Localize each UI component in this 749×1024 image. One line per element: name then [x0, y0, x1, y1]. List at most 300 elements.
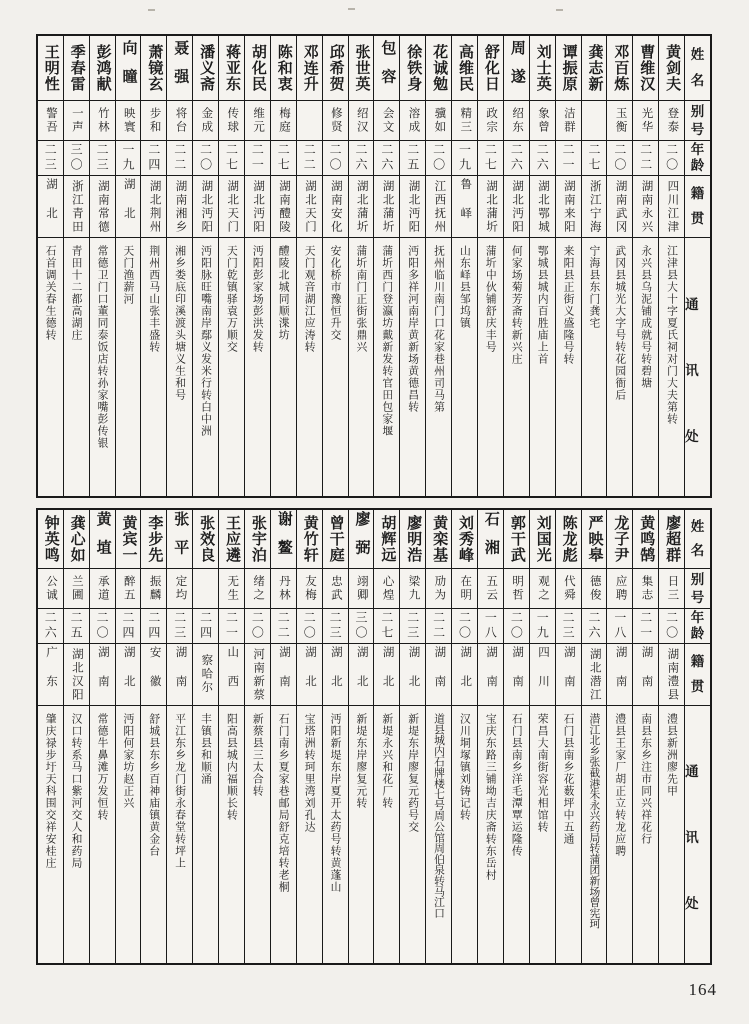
- origin-text: 湖北: [459, 645, 472, 704]
- origin-text: 湖北: [407, 645, 420, 704]
- origin-text: 四川江津: [666, 179, 679, 234]
- person-column: [244, 36, 270, 496]
- origin-text: 湖南醴陵: [278, 179, 291, 234]
- origin-text: 鲁峄: [459, 177, 472, 236]
- name-text: 周遂: [508, 39, 525, 97]
- address-cell: [245, 705, 270, 963]
- age-cell: [90, 140, 115, 175]
- name-cell: [452, 510, 477, 568]
- age-text: 二七: [483, 143, 498, 173]
- origin-cell: [400, 175, 425, 237]
- address-cell: [452, 705, 477, 963]
- address-cell: [607, 705, 632, 963]
- address-cell: [400, 237, 425, 496]
- alias-cell: [659, 568, 684, 608]
- column-header-address: [685, 237, 710, 496]
- alias-cell: [633, 100, 658, 140]
- origin-text: 湖南: [174, 645, 187, 704]
- alias-cell: [556, 568, 581, 608]
- address-cell: [556, 705, 581, 963]
- address-cell: [64, 705, 89, 963]
- column-header-age: [685, 140, 710, 175]
- origin-cell: [400, 643, 425, 705]
- alias-text: 修贤: [329, 107, 342, 134]
- person-column: [555, 510, 581, 963]
- address-cell: [633, 705, 658, 963]
- name-cell: [116, 510, 141, 568]
- age-text: 二〇: [664, 611, 679, 641]
- address-cell: [582, 705, 607, 963]
- name-cell: [90, 510, 115, 568]
- name-cell: [219, 36, 244, 100]
- origin-cell: [374, 643, 399, 705]
- person-column: [322, 510, 348, 963]
- address-text: 蒲圻南门正街张鼎兴: [355, 245, 368, 353]
- alias-cell: [64, 568, 89, 608]
- person-column: [218, 36, 244, 496]
- alias-text: 承道: [96, 575, 109, 602]
- alias-cell: [116, 568, 141, 608]
- address-text: 沔阳何家坊赵正兴: [122, 713, 135, 809]
- address-text: 湘乡娄底印溪渡头塘义生和号: [174, 245, 187, 401]
- address-text: 汉口转系马口紫河交人和药局: [70, 713, 83, 869]
- age-text: 二〇: [509, 611, 524, 641]
- age-cell: [426, 608, 451, 643]
- age-cell: [582, 140, 607, 175]
- address-cell: [530, 705, 555, 963]
- origin-text: 浙江宁海: [588, 179, 601, 234]
- age-cell: [245, 608, 270, 643]
- name-text: 蒋亚东: [224, 44, 241, 92]
- alias-text: 友梅: [303, 575, 316, 602]
- name-cell: [323, 36, 348, 100]
- person-column: [529, 36, 555, 496]
- alias-cell: [530, 100, 555, 140]
- person-column: [451, 36, 477, 496]
- alias-text: 精三: [459, 107, 472, 134]
- person-column: [89, 510, 115, 963]
- person-column: [632, 36, 658, 496]
- header-char: 年: [690, 610, 705, 626]
- alias-cell: [90, 100, 115, 140]
- origin-cell: [659, 175, 684, 237]
- age-text: 二七: [224, 143, 239, 173]
- name-cell: [556, 36, 581, 100]
- name-text: 胡辉远: [379, 515, 396, 563]
- name-text: 张平: [172, 510, 189, 568]
- age-text: 二一: [561, 143, 576, 173]
- alias-cell: [245, 100, 270, 140]
- name-text: 龙子尹: [612, 515, 629, 563]
- alias-text: 绪之: [252, 575, 265, 602]
- person-column: [38, 510, 63, 963]
- name-text: 廖超群: [664, 515, 681, 563]
- person-column: [348, 36, 374, 496]
- person-column: [166, 510, 192, 963]
- alias-cell: [323, 100, 348, 140]
- age-cell: [323, 140, 348, 175]
- age-text: 二七: [276, 143, 291, 173]
- origin-text: 湖北汉阳: [70, 647, 83, 702]
- address-text: 抚州临川南门口花家巷州司马第: [433, 245, 446, 413]
- age-cell: [659, 140, 684, 175]
- address-text: 澧县新洲廖先甲: [666, 713, 679, 797]
- alias-cell: [504, 100, 529, 140]
- name-cell: [141, 36, 166, 100]
- alias-text: 日三: [666, 575, 679, 602]
- name-cell: [452, 36, 477, 100]
- person-column: [399, 510, 425, 963]
- alias-text: 步和: [148, 107, 161, 134]
- column-header-address: [685, 705, 710, 963]
- name-cell: [374, 36, 399, 100]
- age-cell: [530, 140, 555, 175]
- name-text: 徐铁身: [405, 44, 422, 92]
- origin-cell: [219, 643, 244, 705]
- age-text: 二一: [250, 143, 265, 173]
- age-text: 二六: [379, 143, 394, 173]
- origin-cell: [90, 643, 115, 705]
- person-column: [555, 36, 581, 496]
- name-text: 黄栾基: [431, 515, 448, 563]
- origin-cell: [478, 175, 503, 237]
- origin-text: 湖南: [562, 645, 575, 704]
- header-char: 通: [685, 764, 699, 780]
- address-text: 醴陵北城同顺渫坊: [277, 245, 290, 341]
- alias-text: 振麟: [148, 575, 161, 602]
- age-cell: [116, 140, 141, 175]
- age-cell: [504, 608, 529, 643]
- address-text: 新蔡县三太合转: [251, 713, 264, 797]
- name-text: 李步先: [146, 515, 163, 563]
- address-cell: [271, 237, 296, 496]
- age-text: 二四: [146, 611, 161, 641]
- address-text: 江津县大十字夏氏祠对门大夫第转: [666, 245, 679, 425]
- age-cell: [271, 140, 296, 175]
- header-char: 别: [690, 104, 705, 119]
- header-char: 姓: [690, 47, 705, 63]
- alias-text: 翊卿: [355, 575, 368, 602]
- alias-cell: [167, 568, 192, 608]
- alias-cell: [426, 100, 451, 140]
- age-text: 二二: [302, 143, 317, 173]
- address-cell: [659, 237, 684, 496]
- address-text: 新堤东岸廖复元转: [355, 713, 368, 809]
- name-text: 王应遴: [224, 515, 241, 563]
- origin-cell: [297, 175, 322, 237]
- age-text: 二〇: [664, 143, 679, 173]
- name-cell: [271, 510, 296, 568]
- origin-cell: [607, 175, 632, 237]
- alias-text: 警吾: [45, 107, 58, 134]
- alias-cell: [64, 100, 89, 140]
- name-cell: [219, 510, 244, 568]
- origin-cell: [116, 175, 141, 237]
- column-header-origin: [685, 643, 710, 705]
- alias-text: 兰圃: [70, 575, 83, 602]
- origin-cell: [116, 643, 141, 705]
- age-text: 二五: [405, 143, 420, 173]
- age-text: 二六: [43, 611, 58, 641]
- header-char: 名: [690, 73, 705, 89]
- alias-text: 德俊: [588, 575, 601, 602]
- name-text: 黄竹轩: [301, 515, 318, 563]
- name-cell: [245, 36, 270, 100]
- origin-text: 安徽: [148, 645, 161, 704]
- age-text: 二〇: [95, 611, 110, 641]
- person-column: [140, 510, 166, 963]
- person-column: [89, 36, 115, 496]
- name-text: 张世英: [353, 44, 370, 92]
- age-cell: [582, 608, 607, 643]
- address-cell: [452, 237, 477, 496]
- age-text: 二三: [561, 611, 576, 641]
- origin-text: 湖南: [485, 645, 498, 704]
- age-text: 二六: [509, 143, 524, 173]
- origin-cell: [607, 643, 632, 705]
- name-text: 季春雷: [68, 44, 85, 92]
- header-char: 号: [690, 589, 705, 605]
- origin-text: 湖南来阳: [562, 179, 575, 234]
- name-cell: [426, 510, 451, 568]
- age-cell: [193, 608, 218, 643]
- name-text: 刘士英: [534, 44, 551, 92]
- header-char: 讯: [685, 830, 699, 846]
- address-text: 阳高县城内福顺长转: [225, 713, 238, 821]
- age-cell: [349, 608, 374, 643]
- origin-text: 湖南永兴: [640, 179, 653, 234]
- origin-text: 湖南: [433, 645, 446, 704]
- address-cell: [582, 237, 607, 496]
- name-text: 陈和衷: [275, 44, 292, 92]
- age-cell: [90, 608, 115, 643]
- origin-text: 湖北: [355, 645, 368, 704]
- age-cell: [607, 140, 632, 175]
- name-cell: [607, 36, 632, 100]
- age-text: 二六: [353, 143, 368, 173]
- age-cell: [452, 140, 477, 175]
- age-cell: [245, 140, 270, 175]
- person-column: [192, 36, 218, 496]
- address-cell: [478, 705, 503, 963]
- alias-cell: [167, 100, 192, 140]
- name-cell: [607, 510, 632, 568]
- alias-cell: [582, 100, 607, 140]
- age-text: 一九: [535, 611, 550, 641]
- name-text: 邱希贺: [327, 44, 344, 92]
- address-cell: [426, 237, 451, 496]
- name-text: 张宇泊: [249, 515, 266, 563]
- origin-cell: [141, 175, 166, 237]
- header-char: 籍: [690, 186, 705, 202]
- origin-cell: [426, 175, 451, 237]
- name-text: 高维民: [457, 44, 474, 92]
- alias-text: 绍汉: [355, 107, 368, 134]
- name-cell: [659, 36, 684, 100]
- alias-cell: [607, 100, 632, 140]
- header-char: 别: [690, 572, 705, 587]
- name-cell: [556, 510, 581, 568]
- person-column: [503, 36, 529, 496]
- address-text: 宝塔洲转珂里湾刘孔达: [303, 713, 316, 833]
- alias-text: 劢为: [433, 575, 446, 602]
- alias-cell: [38, 100, 63, 140]
- name-text: 石湘: [482, 510, 499, 568]
- age-cell: [38, 608, 63, 643]
- address-cell: [478, 237, 503, 496]
- age-cell: [167, 140, 192, 175]
- age-text: 二〇: [198, 143, 213, 173]
- age-text: 二一: [224, 611, 239, 641]
- origin-text: 湖北: [122, 645, 135, 704]
- name-cell: [530, 36, 555, 100]
- age-cell: [323, 608, 348, 643]
- age-text: 二七: [379, 611, 394, 641]
- address-cell: [38, 705, 63, 963]
- alias-cell: [452, 100, 477, 140]
- name-cell: [426, 36, 451, 100]
- address-text: 汉川垌塚镇刘铸记转: [458, 713, 471, 821]
- address-cell: [245, 237, 270, 496]
- column-header-name: [685, 510, 710, 568]
- address-cell: [141, 705, 166, 963]
- age-cell: [167, 608, 192, 643]
- origin-cell: [556, 643, 581, 705]
- age-text: 二四: [146, 143, 161, 173]
- address-text: 天门观音湖江应涛转: [303, 245, 316, 353]
- address-text: 南县东乡注市同兴祥花行: [640, 713, 653, 845]
- alias-cell: [556, 100, 581, 140]
- address-text: 荣昌大南街容光相馆转: [536, 713, 549, 833]
- header-char: 籍: [690, 654, 705, 670]
- alias-text: 光华: [640, 107, 653, 134]
- address-text: 鄂城县城内百胜庙上首: [536, 245, 549, 365]
- origin-text: 四川: [536, 645, 549, 704]
- name-text: 廖弼: [353, 510, 370, 568]
- name-cell: [38, 510, 63, 568]
- person-column: [115, 36, 141, 496]
- origin-cell: [245, 175, 270, 237]
- person-column: [244, 510, 270, 963]
- origin-cell: [38, 175, 63, 237]
- origin-cell: [374, 175, 399, 237]
- origin-text: 湖南: [511, 645, 524, 704]
- person-column: [581, 36, 607, 496]
- name-text: 郭干武: [508, 515, 525, 563]
- header-char: 年: [690, 142, 705, 158]
- age-cell: [374, 608, 399, 643]
- address-cell: [374, 237, 399, 496]
- origin-cell: [349, 175, 374, 237]
- alias-cell: [297, 100, 322, 140]
- name-text: 聂强: [172, 39, 189, 97]
- address-text: 新堤永兴和花厂转: [381, 713, 394, 809]
- name-cell: [167, 36, 192, 100]
- address-text: 荆州西马山张丰盛转: [148, 245, 161, 353]
- origin-cell: [245, 643, 270, 705]
- age-cell: [219, 608, 244, 643]
- origin-cell: [193, 175, 218, 237]
- age-cell: [297, 608, 322, 643]
- age-cell: [452, 608, 477, 643]
- name-cell: [633, 36, 658, 100]
- age-cell: [297, 140, 322, 175]
- roster-table-bottom: [36, 508, 712, 965]
- name-text: 彭鸿献: [94, 44, 111, 92]
- origin-cell: [90, 175, 115, 237]
- age-cell: [219, 140, 244, 175]
- origin-cell: [556, 175, 581, 237]
- address-cell: [607, 237, 632, 496]
- person-column: [658, 36, 684, 496]
- origin-cell: [64, 643, 89, 705]
- age-text: 一九: [457, 143, 472, 173]
- origin-text: 湖北天门: [303, 179, 316, 234]
- address-text: 山东峄县邹坞镇: [458, 245, 471, 329]
- origin-text: 湖南: [278, 645, 291, 704]
- header-char: 贯: [690, 679, 705, 695]
- origin-cell: [504, 643, 529, 705]
- address-text: 平江东乡龙门街永春堂转坪上: [174, 713, 187, 869]
- alias-text: 公诚: [45, 575, 58, 602]
- name-cell: [90, 36, 115, 100]
- origin-text: 山西: [226, 645, 239, 704]
- person-column: [166, 36, 192, 496]
- alias-text: 定均: [174, 575, 187, 602]
- column-header-alias: [685, 568, 710, 608]
- address-text: 舒城县东乡百神庙镇黄金台: [148, 713, 161, 857]
- age-text: 二二: [431, 611, 446, 641]
- person-column: [373, 510, 399, 963]
- address-text: 石门县南乡洋毛潭覃运隆传: [510, 713, 523, 857]
- age-text: 二一: [638, 611, 653, 641]
- origin-text: 湖南澧县: [666, 647, 679, 702]
- person-column: [63, 36, 89, 496]
- name-cell: [349, 510, 374, 568]
- age-cell: [633, 608, 658, 643]
- scan-mark: [148, 9, 155, 11]
- alias-text: 政宗: [485, 107, 498, 134]
- alias-cell: [349, 100, 374, 140]
- address-cell: [116, 237, 141, 496]
- alias-cell: [245, 568, 270, 608]
- name-text: 廖明浩: [405, 515, 422, 563]
- alias-text: 登泰: [666, 107, 679, 134]
- origin-text: 湖北沔阳: [252, 179, 265, 234]
- address-text: 石门南乡夏家巷邮局舒克培转老桐: [277, 713, 290, 893]
- origin-cell: [219, 175, 244, 237]
- name-text: 向曈: [120, 39, 137, 97]
- address-text: 宝庆东路三铺坳吉庆斋转东岳村: [484, 713, 497, 881]
- header-char: 号: [690, 121, 705, 137]
- origin-cell: [452, 643, 477, 705]
- address-cell: [116, 705, 141, 963]
- origin-cell: [323, 175, 348, 237]
- name-cell: [116, 36, 141, 100]
- address-text: 何家场菊芳斋转新兴庄: [510, 245, 523, 365]
- scan-mark: [556, 9, 563, 11]
- person-column: [658, 510, 684, 963]
- origin-text: 湖南武冈: [614, 179, 627, 234]
- age-text: 二三: [328, 611, 343, 641]
- origin-text: 湖北蒲圻: [485, 179, 498, 234]
- origin-text: 湖北: [329, 645, 342, 704]
- person-column: [270, 36, 296, 496]
- age-text: 二〇: [612, 143, 627, 173]
- origin-text: 湖南: [640, 645, 653, 704]
- address-text: 石首调关春生德转: [44, 245, 57, 341]
- alias-text: 五云: [485, 575, 498, 602]
